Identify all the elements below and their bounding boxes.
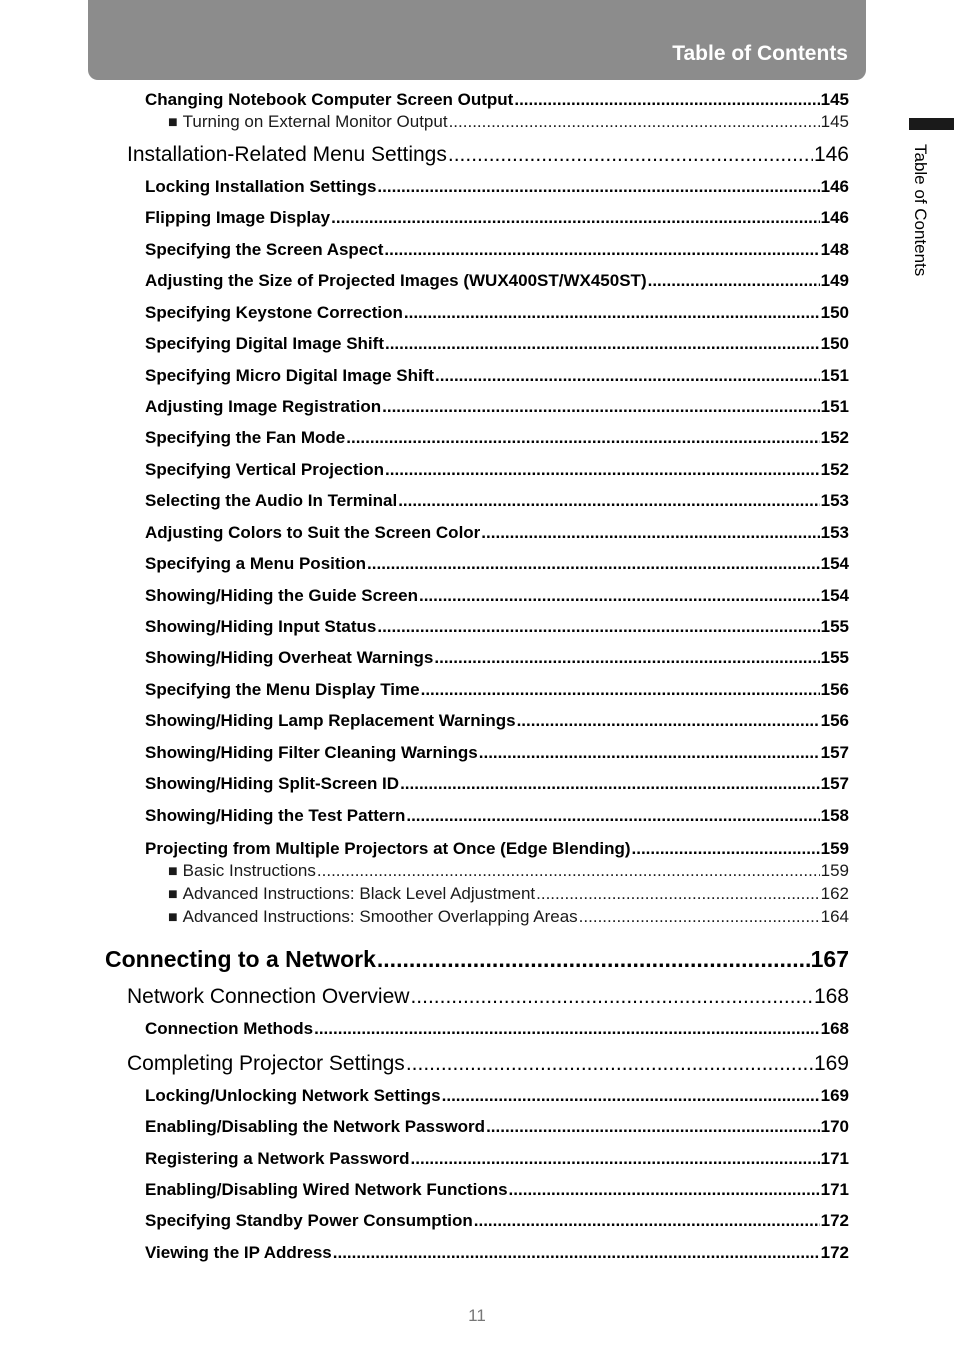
page-number: 11 [468,1306,486,1325]
toc-entry-page: 148 [820,240,849,259]
toc-entry-page: 168 [813,985,849,1008]
dot-leader [382,397,819,417]
toc-entry[interactable] [105,946,849,973]
toc-entry-title: Showing/Hiding Lamp Replacement Warnings [145,711,516,730]
toc-entry-title: Locking/Unlocking Network Settings [145,1086,441,1105]
toc-entry[interactable] [145,491,849,511]
dot-leader [481,523,819,543]
dot-leader [377,177,819,197]
toc-entry-page: 159 [820,861,849,880]
toc-entry-page: 169 [813,1052,849,1075]
dot-leader [404,303,820,323]
toc-entry-page: 170 [820,1117,849,1136]
toc-entry[interactable] [168,861,849,881]
toc-entry[interactable] [145,554,849,574]
toc-entry[interactable] [168,112,849,132]
toc-entry[interactable] [145,208,849,228]
toc-entry-page: 150 [820,303,849,322]
toc-entry-page: 167 [810,946,849,972]
dot-leader [377,617,819,637]
toc-entry[interactable] [145,839,849,859]
dot-leader [421,680,820,700]
header-title: Table of Contents [672,42,848,65]
toc-entry-title: Specifying a Menu Position [145,554,367,573]
toc-entry-title: Enabling/Disabling the Network Password [145,1117,486,1136]
toc-entry[interactable] [145,177,849,197]
toc-entry-title: Viewing the IP Address [145,1243,332,1262]
toc-entry-title: ■ Turning on External Monitor Output [168,112,448,132]
toc-entry-title: Selecting the Audio In Terminal [145,491,398,510]
toc-entry-page: 146 [820,177,849,196]
dot-leader [434,648,819,668]
toc-entry-page: 145 [820,112,849,131]
dot-leader [479,743,820,763]
toc-entry-title: Locking Installation Settings [145,177,377,196]
toc-entry-title: Specifying Micro Digital Image Shift [145,366,435,385]
dot-leader [448,143,813,167]
dot-leader [314,1019,820,1039]
toc-entry-page: 151 [820,397,849,416]
toc-entry[interactable] [145,1211,849,1231]
dot-leader [486,1117,820,1137]
toc-entry[interactable] [145,711,849,731]
toc-entry[interactable] [127,985,849,1009]
toc-entry-page: 158 [820,806,849,825]
toc-entry-page: 172 [820,1211,849,1230]
dot-leader [435,366,820,386]
toc-entry[interactable] [145,334,849,354]
side-tab-marker [909,118,954,130]
dot-leader [517,711,820,731]
toc-entry-page: 150 [820,334,849,353]
toc-entry[interactable] [145,428,849,448]
dot-leader [411,1149,820,1169]
toc-entry-title: Showing/Hiding the Guide Screen [145,586,418,605]
toc-entry-page: 157 [820,774,849,793]
dot-leader [514,90,819,110]
toc-entry[interactable] [168,884,849,904]
toc-entry[interactable] [168,907,849,927]
toc-entry-title: Projecting from Multiple Projectors at Once (Edge Blending) [145,839,631,858]
toc-entry[interactable] [145,1243,849,1263]
dot-leader [346,428,819,448]
toc-entry[interactable] [145,523,849,543]
dot-leader [406,806,819,826]
toc-entry[interactable] [145,743,849,763]
toc-entry-title: Specifying Standby Power Consumption [145,1211,473,1230]
toc-entry-page: 146 [820,208,849,227]
dot-leader [385,334,820,354]
toc-entry-title: Registering a Network Password [145,1149,410,1168]
toc-entry-page: 164 [820,907,849,926]
toc-entry-title: Enabling/Disabling Wired Network Functions [145,1180,508,1199]
toc-entry[interactable] [145,648,849,668]
toc-entry-title: Changing Notebook Computer Screen Output [145,90,514,109]
toc-entry-page: 153 [820,523,849,542]
toc-entry-title: ■ Advanced Instructions: Smoother Overlapping Areas [168,907,578,927]
toc-entry[interactable] [145,680,849,700]
toc-entry-title: Connection Methods [145,1019,314,1038]
toc-entry[interactable] [145,617,849,637]
toc-entry-page: 171 [820,1180,849,1199]
toc-entry-title: Showing/Hiding the Test Pattern [145,806,406,825]
toc-entry-title: Adjusting Colors to Suit the Screen Color [145,523,481,542]
toc-entry-page: 156 [820,711,849,730]
toc-entry[interactable] [145,1149,849,1169]
dot-leader [406,1052,813,1076]
toc-entry-page: 168 [820,1019,849,1038]
header-bar [88,0,866,80]
toc-entry-title: Showing/Hiding Split-Screen ID [145,774,400,793]
toc-entry-title: Flipping Image Display [145,208,331,227]
toc-entry[interactable] [145,240,849,260]
dot-leader [331,208,819,228]
toc-entry-page: 155 [820,648,849,667]
toc-entry[interactable] [145,774,849,794]
side-tab-label: Table of Contents [911,144,930,277]
dot-leader [398,491,819,511]
toc-entry-title: Completing Projector Settings [127,1052,405,1075]
toc-entry-page: 155 [820,617,849,636]
dot-leader [648,271,820,291]
toc-entry-page: 154 [820,586,849,605]
toc-entry[interactable] [145,397,849,417]
toc-entry-page: 157 [820,743,849,762]
toc-entry[interactable] [145,271,849,291]
dot-leader [317,861,820,881]
toc-entry-title: Specifying Keystone Correction [145,303,403,322]
toc-entry-title: Connecting to a Network [105,946,376,972]
dot-leader [410,985,813,1009]
toc-entry[interactable] [145,1019,849,1039]
toc-entry-title: ■ Advanced Instructions: Black Level Adjustment [168,884,535,904]
toc-entry-title: Specifying the Menu Display Time [145,680,420,699]
toc-entry-title: Network Connection Overview [127,985,410,1008]
toc-entry[interactable] [145,586,849,606]
toc-entry-page: 145 [820,90,849,109]
toc-entry-title: Specifying Vertical Projection [145,460,385,479]
toc-entry-page: 162 [820,884,849,903]
toc-entry-page: 152 [820,460,849,479]
toc-entry-title: Showing/Hiding Filter Cleaning Warnings [145,743,478,762]
toc-entry[interactable] [145,90,849,110]
toc-entry-page: 152 [820,428,849,447]
dot-leader [632,839,820,859]
dot-leader [419,586,820,606]
toc-entry-page: 151 [820,366,849,385]
toc-entry-title: Specifying Digital Image Shift [145,334,384,353]
toc-entry-title: Installation-Related Menu Settings [127,143,447,166]
toc-entry-page: 171 [820,1149,849,1168]
toc-entry-title: ■ Basic Instructions [168,861,316,881]
dot-leader [536,884,819,904]
toc-entry[interactable] [145,460,849,480]
toc-entry[interactable] [127,1052,849,1076]
toc-entry-page: 159 [820,839,849,858]
toc-entry-page: 154 [820,554,849,573]
toc-entry-page: 146 [813,143,849,166]
toc-entry[interactable] [145,806,849,826]
toc-entry[interactable] [145,366,849,386]
dot-leader [474,1211,820,1231]
toc-entry-title: Specifying the Screen Aspect [145,240,384,259]
toc-entry-page: 153 [820,491,849,510]
dot-leader [384,240,819,260]
toc-entry-page: 149 [820,271,849,290]
dot-leader [385,460,820,480]
toc-entry-title: Adjusting Image Registration [145,397,382,416]
toc-entry-page: 169 [820,1086,849,1105]
dot-leader [400,774,820,794]
dot-leader [367,554,820,574]
dot-leader [442,1086,820,1106]
dot-leader [449,112,820,132]
toc-entry-page: 156 [820,680,849,699]
dot-leader [377,946,810,973]
toc-entry-title: Showing/Hiding Input Status [145,617,377,636]
dot-leader [509,1180,820,1200]
toc-entry[interactable] [145,1180,849,1200]
toc-entry[interactable] [145,1117,849,1137]
dot-leader [579,907,820,927]
toc-entry[interactable] [127,143,849,167]
toc-entry-page: 172 [820,1243,849,1262]
dot-leader [333,1243,820,1263]
toc-entry[interactable] [145,303,849,323]
toc-entry-title: Specifying the Fan Mode [145,428,346,447]
toc-entry-title: Showing/Hiding Overheat Warnings [145,648,434,667]
toc-entry-title: Adjusting the Size of Projected Images (WUX400ST/WX450ST) [145,271,647,290]
toc-entry[interactable] [145,1086,849,1106]
